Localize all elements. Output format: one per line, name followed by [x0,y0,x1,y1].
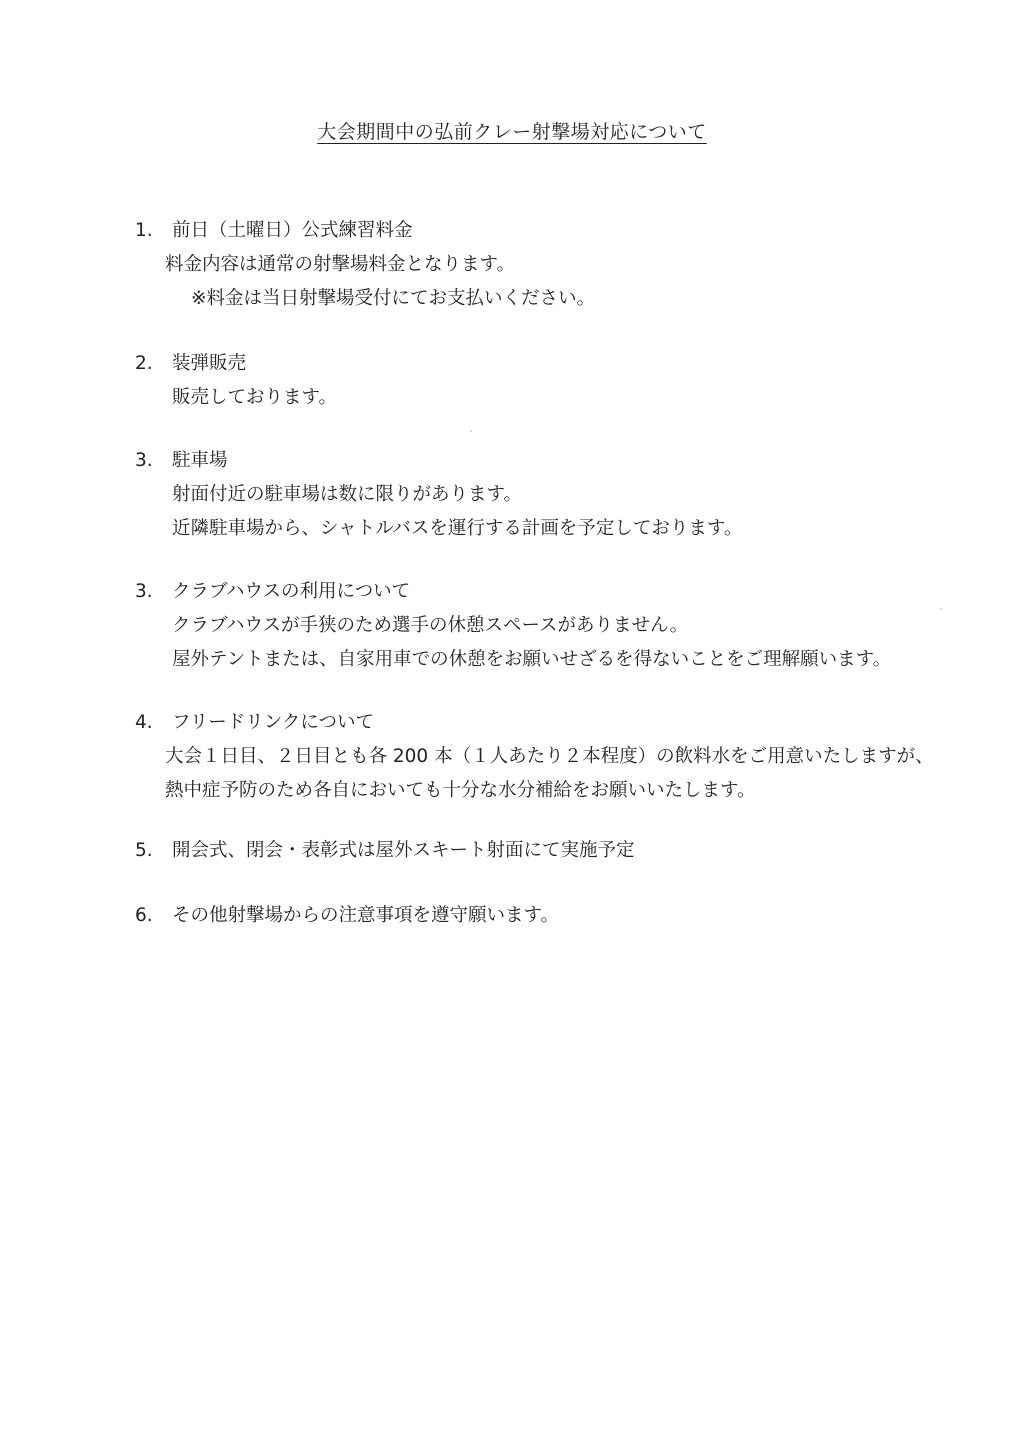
section-text: 大会１日目、２日目とも各 200 本（１人あたり２本程度）の飲料水をご用意いたしますが、 [165,746,934,767]
section-title: その他射撃場からの注意事項を遵守願います。 [172,905,560,926]
document-title [0,118,1024,146]
scan-speck [940,608,942,610]
section-heading [135,899,995,933]
section-ceremony [135,834,995,868]
section-heading [135,575,995,609]
section-number: 5. [135,840,153,861]
section-number: 4. [135,712,153,733]
section-number: 2. [135,353,153,374]
section-text: 料金内容は通常の射撃場料金となります。 [165,254,516,275]
scan-speck [470,430,472,432]
section-title: 開会式、閉会・表彰式は屋外スキート射面にて実施予定 [172,840,635,861]
section-heading [135,347,995,381]
section-number: 3. [135,450,153,471]
section-title: 装弾販売 [172,353,247,374]
section-other-notes [135,899,995,933]
section-text: 熱中症予防のため各自においても十分な水分補給をお願いいたします。 [165,780,756,801]
section-title: フリードリンクについて [172,712,375,733]
section-title: 前日（土曜日）公式練習料金 [172,220,413,241]
section-title: 駐車場 [172,450,228,471]
title-text: 大会期間中の弘前クレー射撃場対応について [317,121,707,143]
section-text: クラブハウスが手狭のため選手の休憩スペースがありません。 [172,615,689,636]
section-heading [135,214,995,248]
section-ammo-sales [135,347,995,415]
section-heading [135,444,995,478]
section-practice-fee [135,214,995,316]
section-note: ※料金は当日射撃場受付にてお支払いください。 [191,288,596,309]
section-heading [135,834,995,868]
section-number: 1. [135,220,153,241]
section-title: クラブハウスの利用について [172,581,411,602]
section-text: 屋外テントまたは、自家用車での休憩をお願いせざるを得ないことをご理解願います。 [172,649,892,670]
section-text: 販売しております。 [172,387,338,408]
section-number: 3. [135,581,153,602]
section-text: 近隣駐車場から、シャトルバスを運行する計画を予定しております。 [172,518,743,539]
section-clubhouse [135,575,995,677]
section-free-drink [135,706,995,808]
section-text: 射面付近の駐車場は数に限りがあります。 [172,484,523,505]
section-heading [135,706,995,740]
section-parking [135,444,995,546]
section-number: 6. [135,905,153,926]
